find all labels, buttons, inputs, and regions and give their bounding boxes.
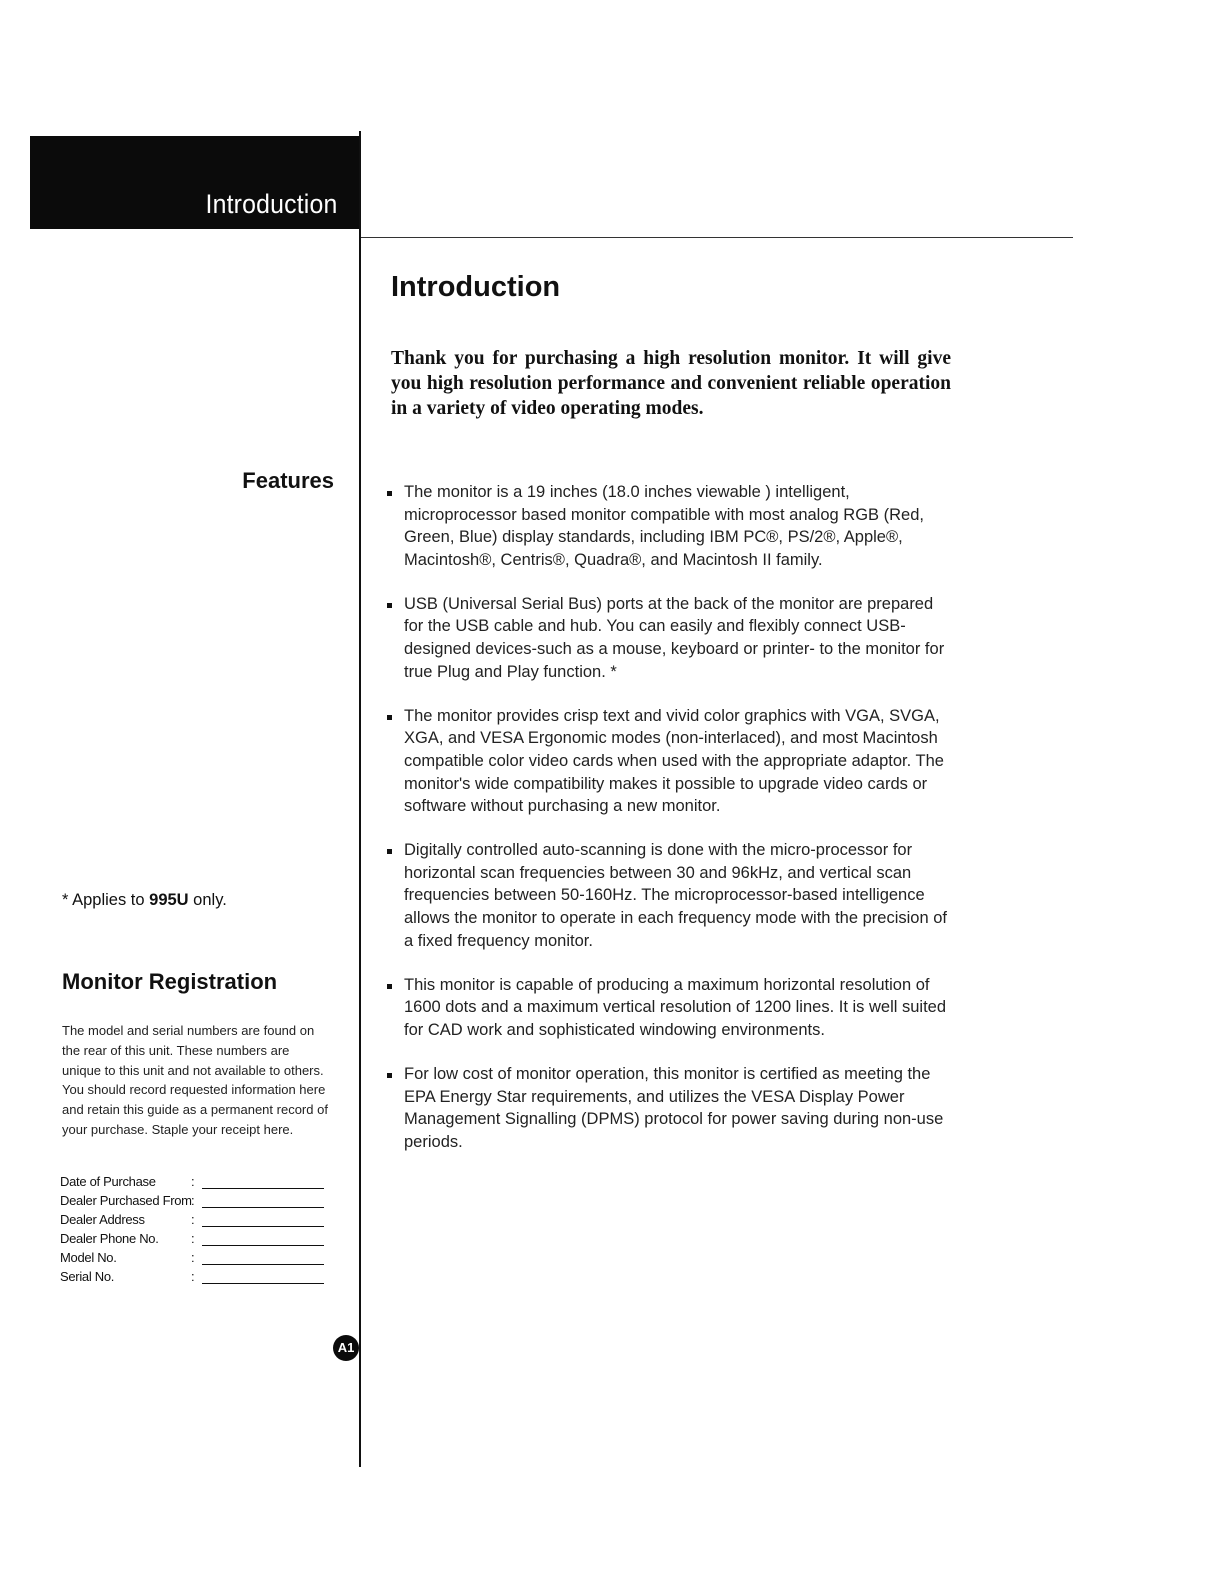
registration-field [60,1212,324,1231]
feature-item: USB (Universal Serial Bus) ports at the back of the monitor are prepared for the USB cable and hub. You can easily and flexibly connect USB-designed devices-such as a mouse, keyboard or printer- to the monitor for true Plug and Play function. * [387,593,947,683]
registration-field [60,1250,324,1269]
field-blank-line [202,1188,324,1189]
registration-field [60,1193,324,1212]
footnote-prefix: * Applies to [62,891,150,909]
registration-heading: Monitor Registration [62,969,278,994]
field-colon: : [191,1269,195,1284]
footnote [62,891,227,910]
features-list [387,481,947,1175]
field-label: Model No. [60,1250,117,1265]
registration-field [60,1269,324,1288]
feature-item: Digitally controlled auto-scanning is done with the micro-processor for horizontal scan frequencies between 30 and 96kHz, and vertical scan frequencies between 50-160Hz. The microprocessor-based intelligence allows the monitor to operate in each frequency mode with the precision of a fixed frequency monitor. [387,839,947,952]
field-colon: : [191,1174,195,1189]
field-colon: : [191,1250,195,1265]
feature-item: For low cost of monitor operation, this monitor is certified as meeting the EPA Energy Star requirements, and utilizes the VESA Display Power Management Signalling (DPMS) protocol for power saving during non-use periods. [387,1063,947,1153]
field-blank-line [202,1207,324,1208]
feature-item: The monitor is a 19 inches (18.0 inches viewable ) intelligent, microprocessor based monitor compatible with most analog RGB (Red, Green, Blue) display standards, including IBM PC®, PS/2®, Apple®, Macintosh®, Centris®, Quadra®, and Macintosh II family. [387,481,947,571]
field-colon: : [191,1193,195,1208]
features-heading: Features [242,468,334,493]
field-blank-line [202,1245,324,1246]
footnote-model: 995U [149,891,189,909]
feature-item: This monitor is capable of producing a maximum horizontal resolution of 1600 dots and a maximum vertical resolution of 1200 lines. It is well suited for CAD work and sophisticated windowing environments. [387,974,947,1042]
footnote-suffix: only. [188,891,227,909]
field-blank-line [202,1283,324,1284]
field-label: Dealer Phone No. [60,1231,159,1246]
page-number-badge: A1 [333,1335,359,1361]
vertical-divider [359,131,361,1467]
registration-field [60,1231,324,1250]
registration-text: The model and serial numbers are found on the rear of this unit. These numbers are unique to this unit and not available to others. You should record requested information here and retain this guide as a permanent record of your purchase. Staple your receipt here. [62,1023,328,1137]
field-label: Serial No. [60,1269,115,1284]
field-colon: : [191,1231,195,1246]
horizontal-divider [361,237,1073,238]
field-label: Dealer Address [60,1212,145,1227]
field-colon: : [191,1212,195,1227]
intro-paragraph: Thank you for purchasing a high resolution monitor. It will give you high resolution performance and convenient reliable operation in a variety of video operating modes. [391,348,951,419]
page-title: Introduction [391,271,561,303]
field-blank-line [202,1226,324,1227]
registration-field [60,1174,324,1193]
section-tab-title: Introduction [204,189,337,219]
field-label: Date of Purchase [60,1174,156,1189]
field-label: Dealer Purchased From [60,1193,192,1208]
feature-item: The monitor provides crisp text and vivid color graphics with VGA, SVGA, XGA, and VESA Ergonomic modes (non-interlaced), and most Macintosh compatible color video cards when used with the appropriate adaptor. The monitor's wide compatibility makes it possible to upgrade video cards or software without purchasing a new monitor. [387,705,947,818]
registration-form [60,1174,324,1288]
section-tab [30,136,361,229]
field-blank-line [202,1264,324,1265]
